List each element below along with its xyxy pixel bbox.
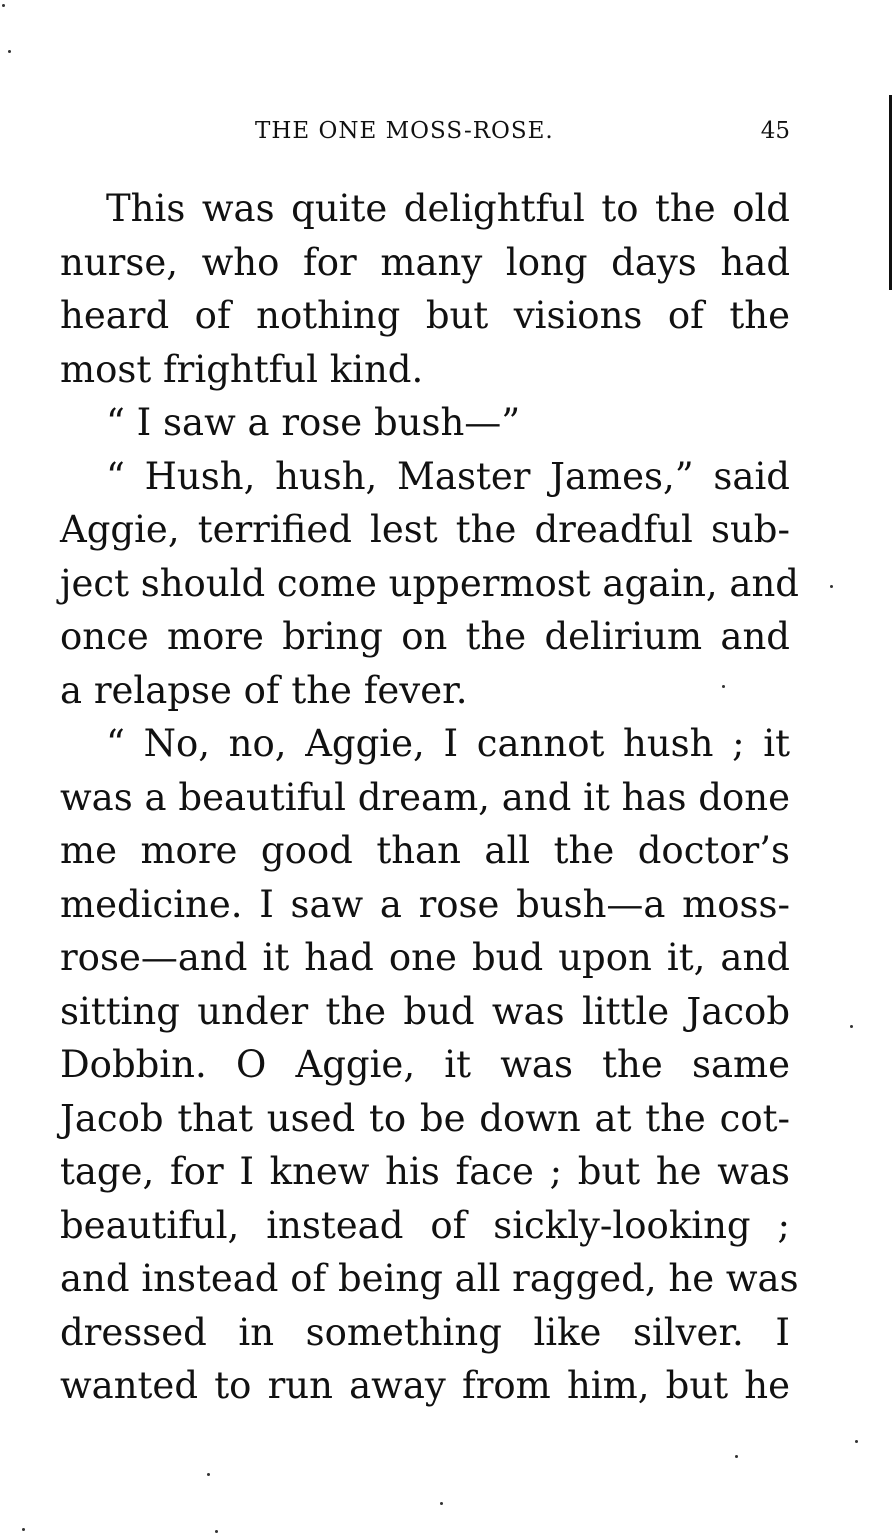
scan-speck xyxy=(22,1528,25,1531)
scan-speck xyxy=(850,1025,853,1028)
scan-speck xyxy=(215,1530,218,1533)
text-line: once more bring on the delirium and xyxy=(60,615,790,658)
text-line: a relapse of the fever. xyxy=(60,668,468,712)
scan-speck xyxy=(8,50,11,53)
scan-speck xyxy=(830,585,833,588)
text-line: heard of nothing but visions of the xyxy=(60,294,790,337)
text-line: medicine. I saw a rose bush—a moss- xyxy=(60,882,790,926)
scan-speck xyxy=(855,1440,858,1443)
running-title: THE ONE MOSS-ROSE. xyxy=(255,118,554,144)
scan-speck xyxy=(440,1502,443,1505)
text-line: me more good than all the doctor’s xyxy=(60,829,790,872)
body-text xyxy=(60,182,799,1413)
text-line: Jacob that used to be down at the cot- xyxy=(60,1096,790,1140)
text-line: “ I saw a rose bush—” xyxy=(106,401,521,444)
text-line: “ Hush, hush, Master James,” said xyxy=(106,454,790,498)
text-line: Dobbin. O Aggie, it was the same xyxy=(60,1043,790,1086)
text-line: most frightful kind. xyxy=(60,347,424,391)
text-line: This was quite delightful to the old xyxy=(106,187,790,230)
text-line: tage, for I knew his face ; but he was xyxy=(60,1150,790,1193)
text-line: and instead of being all ragged, he was xyxy=(60,1257,799,1300)
text-line: dressed in something like silver. I xyxy=(60,1310,790,1354)
text-line: “ No, no, Aggie, I cannot hush ; it xyxy=(106,722,790,765)
scan-speck xyxy=(735,1455,738,1458)
text-line: wanted to run away from him, but he xyxy=(60,1364,790,1407)
text-line: ject should come uppermost again, and xyxy=(60,561,799,605)
text-line: sitting under the bud was little Jacob xyxy=(60,989,790,1033)
running-header xyxy=(60,118,790,154)
text-line: nurse, who for many long days had xyxy=(60,240,790,284)
page-edge-mark xyxy=(889,95,892,290)
text-line: rose—and it had one bud upon it, and xyxy=(60,936,790,979)
scan-speck xyxy=(2,4,5,7)
text-line: was a beautiful dream, and it has done xyxy=(60,775,790,819)
scan-speck xyxy=(207,1473,210,1476)
text-line: beautiful, instead of sickly-looking ; xyxy=(60,1203,790,1247)
scan-speck xyxy=(722,685,725,688)
text-line: Aggie, terrified lest the dreadful sub- xyxy=(60,508,790,551)
page-number: 45 xyxy=(760,118,790,144)
